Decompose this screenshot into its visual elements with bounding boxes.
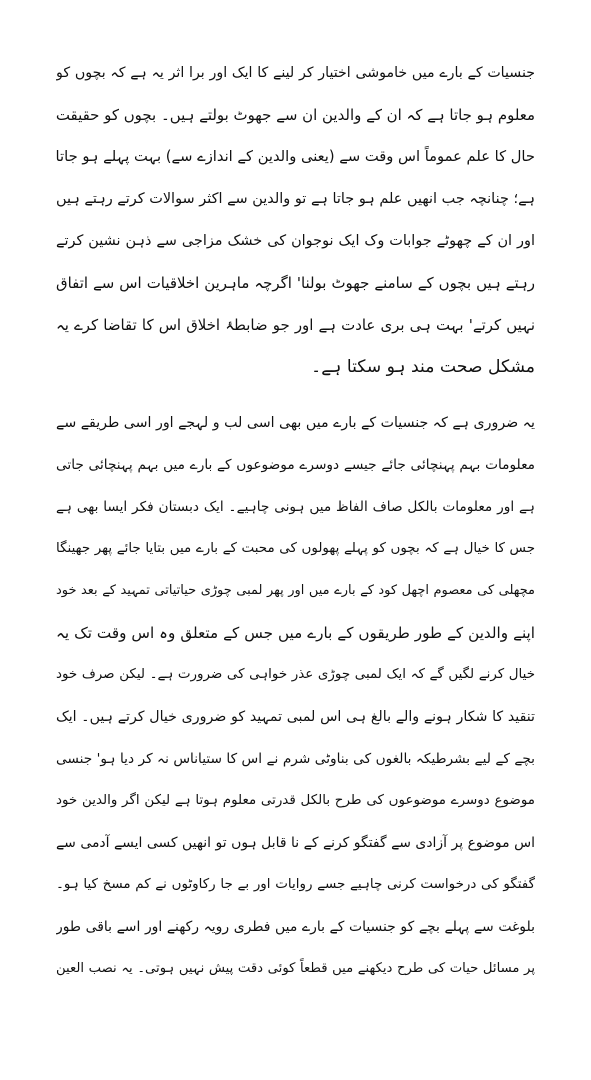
text-line: پر مسائل حیات کی طرح دیکھنے میں قطعاً کوئی دقت پیش نہیں ہوتی۔ یہ نصب العین: [56, 961, 535, 976]
text-line: ہے؛ چنانچہ جب انھیں علم ہو جاتا ہے تو والدین سے اکثر سوالات کرتے رہتے ہیں: [56, 191, 535, 207]
text-line: مچھلی کی معصوم اچھل کود کے بارے میں اور پھر لمبی چوڑی حیاتیاتی تمہید کے بعد خود: [56, 583, 535, 598]
text-line: معلومات بہم پہنچائی جائے جیسے دوسرے موضوعوں کے بارے میں بہم پہنچائی جاتی: [56, 457, 535, 473]
text-line: حال کا علم عموماً اس وقت سے (یعنی والدین کے اندازے سے) بہت پہلے ہو جاتا: [56, 148, 535, 165]
text-line: جنسیات کے بارے میں خاموشی اختیار کر لینے کا ایک اور برا اثر یہ ہے کہ بچوں کو: [56, 65, 535, 81]
text-line: بلوغت سے پہلے بچے کو جنسیات کے بارے میں فطری رویہ رکھنے اور اسے باقی طور: [56, 919, 535, 935]
text-line: معلوم ہو جاتا ہے کہ ان کے والدین ان سے جھوٹ بولتے ہیں۔ بچوں کو حقیقت: [56, 106, 535, 124]
text-line: ہے اور معلومات بالکل صاف الفاظ میں ہونی چاہیے۔ ایک دبستان فکر ایسا بھی ہے: [56, 499, 535, 515]
paragraph-gap: [56, 388, 535, 402]
text-line: خیال کرنے لگیں گے کہ ایک لمبی چوڑی عذر خواہی کی ضرورت ہے۔ لیکن صرف خود: [56, 667, 535, 682]
text-line: بچے کے لیے بشرطیکہ بالغوں کی بناوٹی شرم نے اس کا ستیاناس نہ کر دیا ہو' جنسی: [56, 751, 535, 767]
text-line: نہیں کرتے' بہت ہی بری عادت ہے اور جو ضابطۂ اخلاق اس کا تقاضا کرے یہ: [56, 316, 535, 334]
text-line: اپنے والدین کے طور طریقوں کے بارے میں جس کے متعلق وہ اس وقت تک یہ: [56, 624, 535, 642]
text-line: اور ان کے چھوٹے جوابات وک ایک نوجوان کی خشک مزاجی سے ذہن نشین کرتے: [56, 233, 535, 249]
text-line: مشکل صحت مند ہو سکتا ہے۔: [311, 357, 535, 377]
text-line: جس کا خیال ہے کہ بچوں کو پہلے پھولوں کی محبت کے بارے میں بتایا جائے پھر جھینگا: [56, 541, 535, 556]
text-line: گفتگو کی درخواست کرنی چاہیے جسے روایات اور بے جا رکاوٹوں نے کم مسخ کیا ہو۔: [56, 877, 535, 892]
text-line: یہ ضروری ہے کہ جنسیات کے بارے میں بھی اسی لب و لہجے اور اسی طریقے سے: [56, 415, 535, 431]
text-line: اس موضوع پر آزادی سے گفتگو کرنے کے نا قابل ہوں تو انھیں کسی ایسے آدمی سے: [56, 835, 535, 851]
paragraph-1: [56, 52, 535, 388]
paragraph-2: [56, 402, 535, 990]
text-line: موضوع دوسرے موضوعوں کی طرح بالکل قدرتی معلوم ہوتا ہے لیکن اگر والدین خود: [56, 793, 535, 808]
text-line: تنقید کا شکار ہونے والے بالغ ہی اس لمبی تمہید کو ضروری خیال کرتے ہیں۔ ایک: [56, 709, 535, 725]
text-line: رہتے ہیں بچوں کے سامنے جھوٹ بولنا' اگرچہ ماہرین اخلاقیات اس سے اتفاق: [56, 274, 535, 292]
